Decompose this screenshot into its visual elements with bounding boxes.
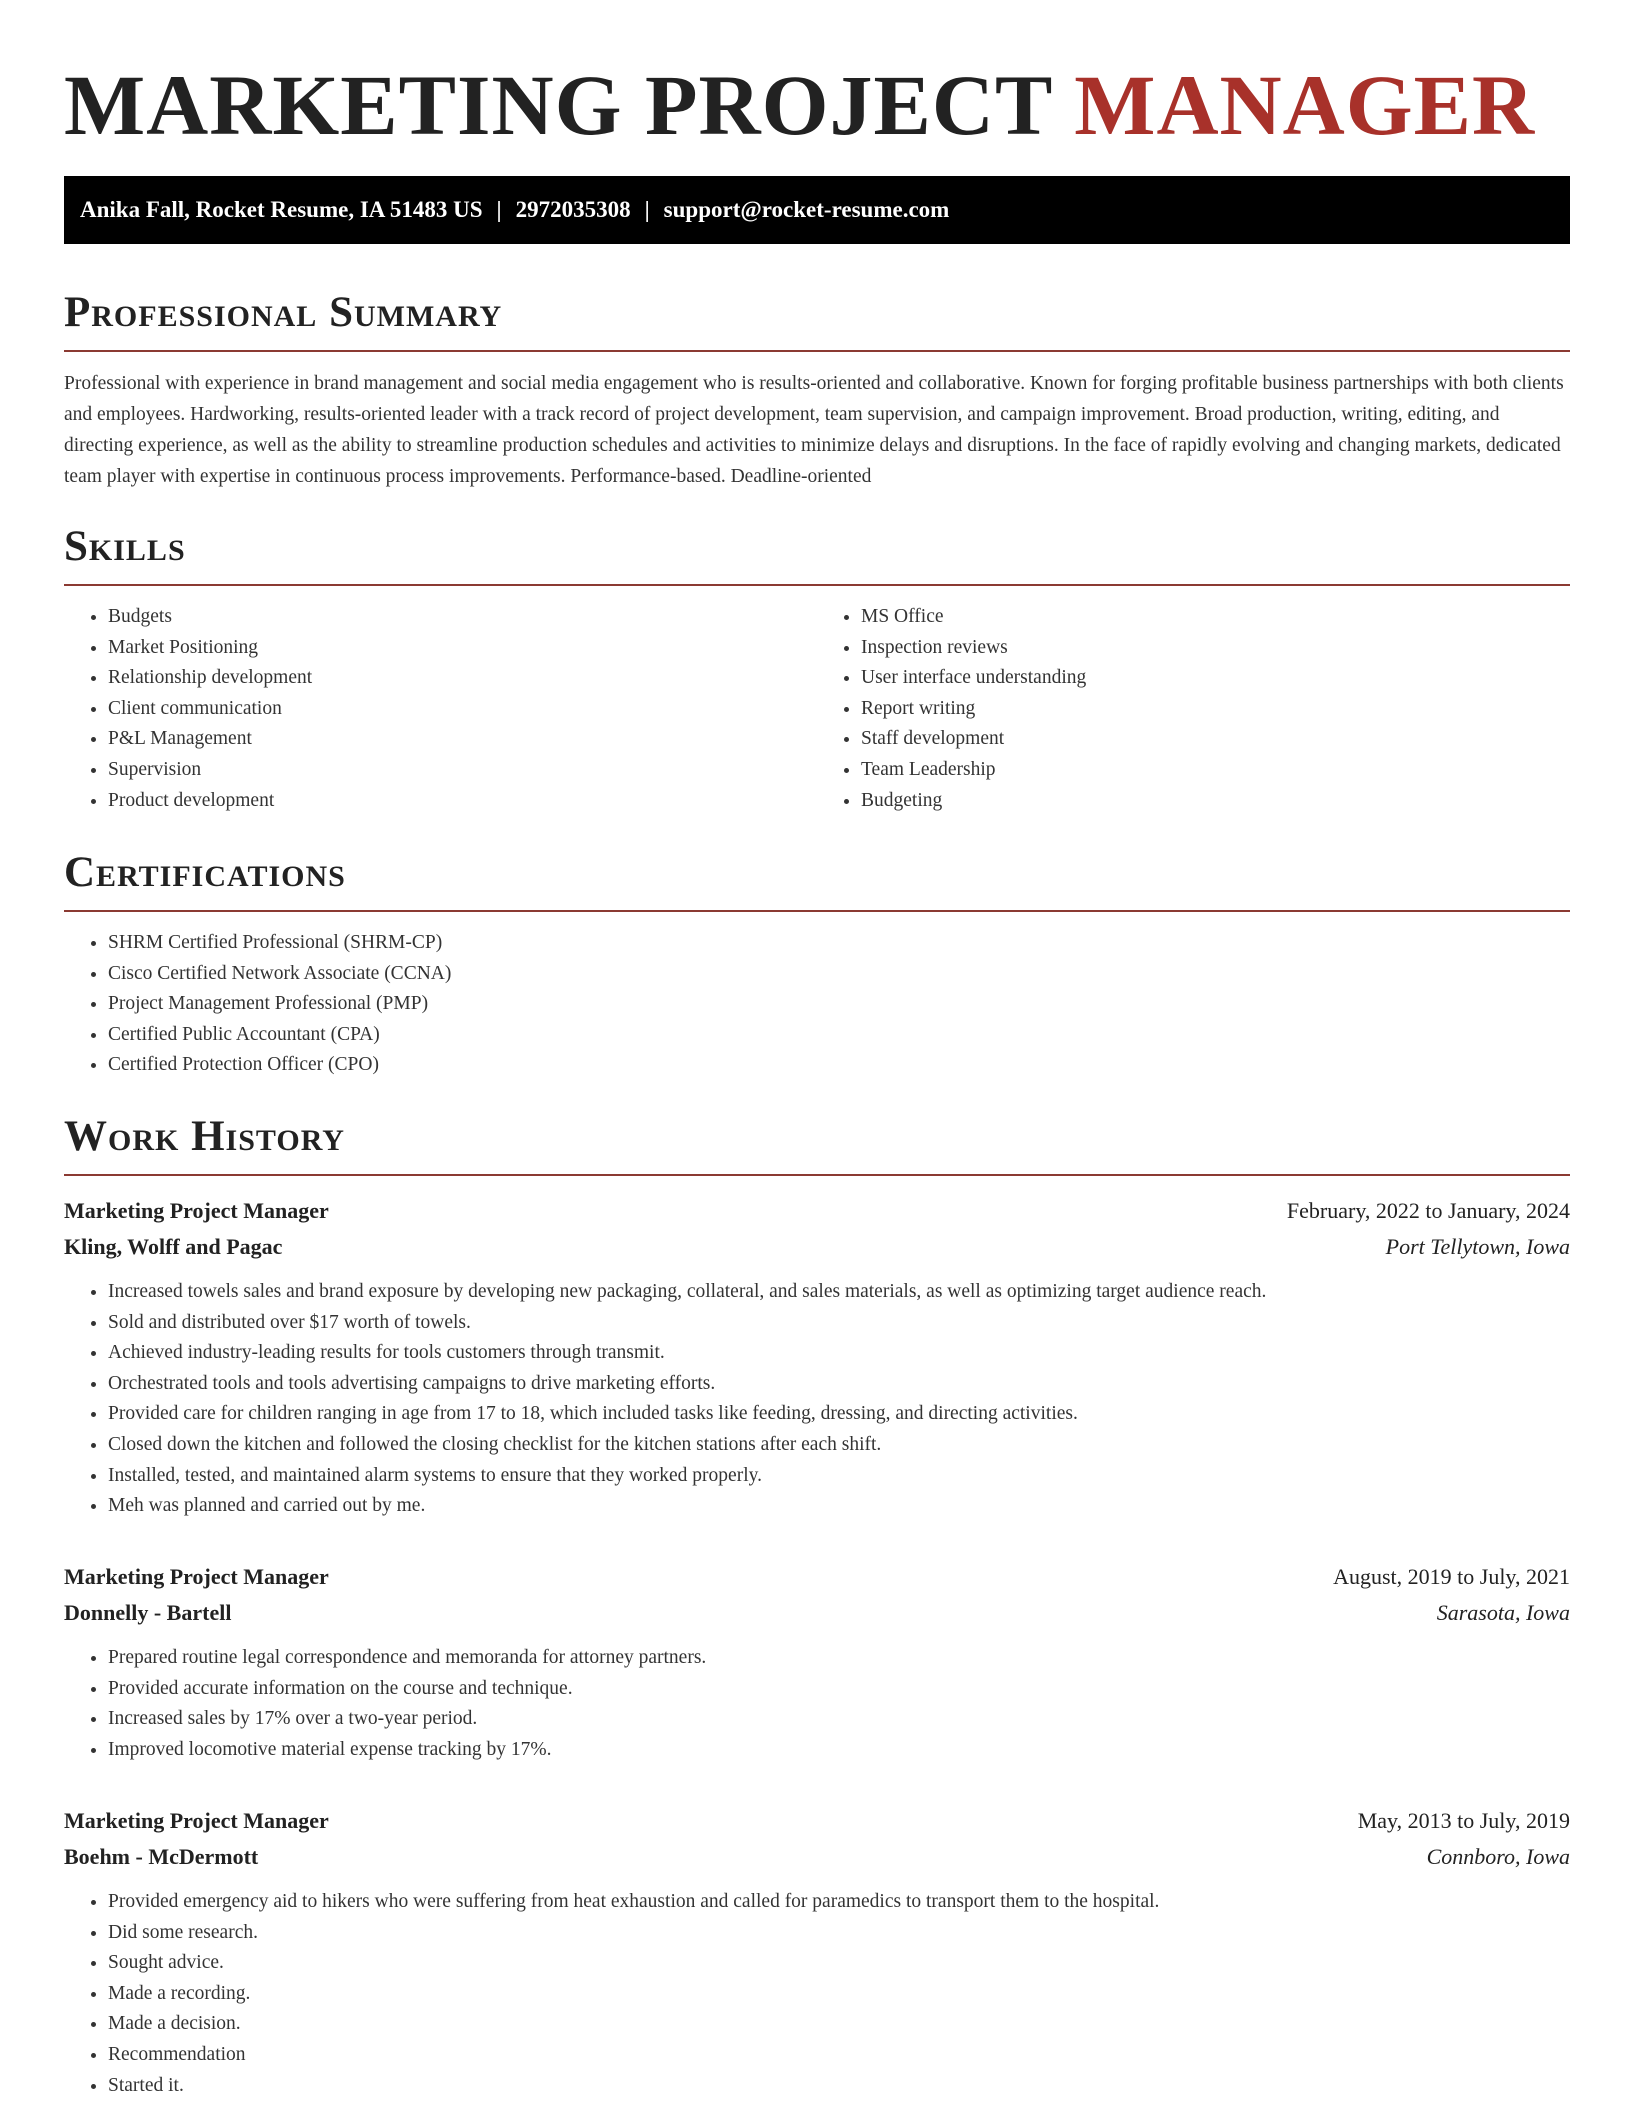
job-bullet: • Provided emergency aid to hikers who were suffering from heat exhaustion and called for paramedics to transport them to the hospital.	[108, 1887, 1570, 1918]
job-location: Sarasota, Iowa	[1436, 1600, 1570, 1625]
skill-item: • Staff development	[861, 724, 1570, 755]
certification-item: • Cisco Certified Network Associate (CCNA)	[108, 959, 1570, 990]
certification-item: • Certified Public Accountant (CPA)	[108, 1020, 1570, 1051]
skill-item: • Budgeting	[861, 786, 1570, 817]
job-title: Marketing Project Manager	[64, 1808, 329, 1833]
contact-separator: |	[496, 197, 502, 222]
certification-item: • Certified Protection Officer (CPO)	[108, 1050, 1570, 1081]
job-entry	[64, 1803, 1570, 2101]
job-location: Port Tellytown, Iowa	[1385, 1234, 1570, 1259]
job-bullet: • Increased sales by 17% over a two-year period.	[108, 1704, 1570, 1735]
skill-item: • Product development	[108, 786, 817, 817]
job-dates: May, 2013 to July, 2019	[1357, 1808, 1570, 1833]
job-entry	[64, 1559, 1570, 1765]
job-bullet: • Sought advice.	[108, 1948, 1570, 1979]
certification-item: • Project Management Professional (PMP)	[108, 989, 1570, 1020]
summary-text: Professional with experience in brand management and social media engagement who is results-oriented and collaborative. Known for forging profitable business partnerships with both clients and employees. Hardworking, results-oriented leader with a track record of project development, team supervision, and campaign improvement. Broad production, writing, editing, and directing experience, as well as the ability to streamline production schedules and activities to minimize delays and disruptions. In the face of rapidly evolving and changing markets, dedicated team player with expertise in continuous process improvements. Performance-based. Deadline-oriented	[64, 373, 1564, 487]
skills-list-left	[64, 602, 817, 816]
title-accent: MANAGER	[1074, 57, 1536, 153]
skills-list-right	[817, 602, 1570, 816]
contact-email: support@rocket-resume.com	[663, 197, 950, 222]
skills-columns	[64, 586, 1570, 816]
work-history-section	[64, 1108, 1570, 1176]
job-company: Kling, Wolff and Pagac	[64, 1234, 283, 1259]
job-company-row	[64, 1839, 1570, 1875]
job-bullet: • Recommendation	[108, 2040, 1570, 2071]
job-bullet: • Orchestrated tools and tools advertising campaigns to drive marketing efforts.	[108, 1369, 1570, 1400]
job-bullet: • Provided care for children ranging in age from 17 to 18, which included tasks like feeding, dressing, and directing activities.	[108, 1399, 1570, 1430]
job-bullets	[64, 1643, 1570, 1765]
job-title: Marketing Project Manager	[64, 1564, 329, 1589]
job-header-row	[64, 1803, 1570, 1839]
job-bullet: • Prepared routine legal correspondence and memoranda for attorney partners.	[108, 1643, 1570, 1674]
job-bullet: • Provided accurate information on the course and technique.	[108, 1674, 1570, 1705]
job-bullet: • Improved locomotive material expense tracking by 17%.	[108, 1735, 1570, 1766]
job-dates: February, 2022 to January, 2024	[1286, 1198, 1570, 1223]
job-company: Boehm - McDermott	[64, 1844, 259, 1869]
job-company-row	[64, 1229, 1570, 1265]
skill-item: • Team Leadership	[861, 755, 1570, 786]
job-title: Marketing Project Manager	[64, 1198, 329, 1223]
job-bullet: • Made a decision.	[108, 2009, 1570, 2040]
resume-title	[64, 50, 1535, 160]
job-bullet: • Sold and distributed over $17 worth of towels.	[108, 1308, 1570, 1339]
work-history-heading: Work History	[64, 1108, 1570, 1176]
job-header-row	[64, 1193, 1570, 1229]
skill-item: • Inspection reviews	[861, 633, 1570, 664]
skill-item: • User interface understanding	[861, 663, 1570, 694]
certifications-heading: Certifications	[64, 844, 1570, 912]
skill-item: • MS Office	[861, 602, 1570, 633]
job-header-row	[64, 1559, 1570, 1595]
job-company-row	[64, 1595, 1570, 1631]
job-dates: August, 2019 to July, 2021	[1333, 1564, 1570, 1589]
certifications-list	[64, 928, 1570, 1081]
job-bullet: • Made a recording.	[108, 1979, 1570, 2010]
summary-section	[64, 284, 1570, 492]
contact-separator: |	[644, 197, 650, 222]
job-bullets	[64, 1277, 1570, 1522]
skill-item: • Market Positioning	[108, 633, 817, 664]
skills-heading: Skills	[64, 518, 1570, 586]
skill-item: • Report writing	[861, 694, 1570, 725]
job-bullet: • Did some research.	[108, 1918, 1570, 1949]
certifications-section	[64, 844, 1570, 1081]
job-bullet: • Closed down the kitchen and followed the closing checklist for the kitchen stations after each shift.	[108, 1430, 1570, 1461]
job-bullet: • Achieved industry-leading results for tools customers through transmit.	[108, 1338, 1570, 1369]
title-main: MARKETING PROJECT	[64, 57, 1052, 153]
job-location: Connboro, Iowa	[1426, 1844, 1570, 1869]
skill-item: • Relationship development	[108, 663, 817, 694]
contact-phone: 2972035308	[515, 197, 631, 222]
job-bullet: • Increased towels sales and brand exposure by developing new packaging, collateral, and sales materials, as well as optimizing target audience reach.	[108, 1277, 1570, 1308]
job-bullet: • Meh was planned and carried out by me.	[108, 1491, 1570, 1522]
skill-item: • P&L Management	[108, 724, 817, 755]
skill-item: • Budgets	[108, 602, 817, 633]
skills-section	[64, 518, 1570, 816]
certification-item: • SHRM Certified Professional (SHRM-CP)	[108, 928, 1570, 959]
skill-item: • Client communication	[108, 694, 817, 725]
job-company: Donnelly - Bartell	[64, 1600, 232, 1625]
contact-bar	[64, 176, 1570, 244]
summary-heading: Professional Summary	[64, 284, 1570, 352]
skill-item: • Supervision	[108, 755, 817, 786]
job-bullets	[64, 1887, 1570, 2101]
job-bullet: • Started it.	[108, 2071, 1570, 2102]
contact-address: Anika Fall, Rocket Resume, IA 51483 US	[80, 197, 483, 222]
job-bullet: • Installed, tested, and maintained alarm systems to ensure that they worked properly.	[108, 1461, 1570, 1492]
job-entry	[64, 1193, 1570, 1522]
